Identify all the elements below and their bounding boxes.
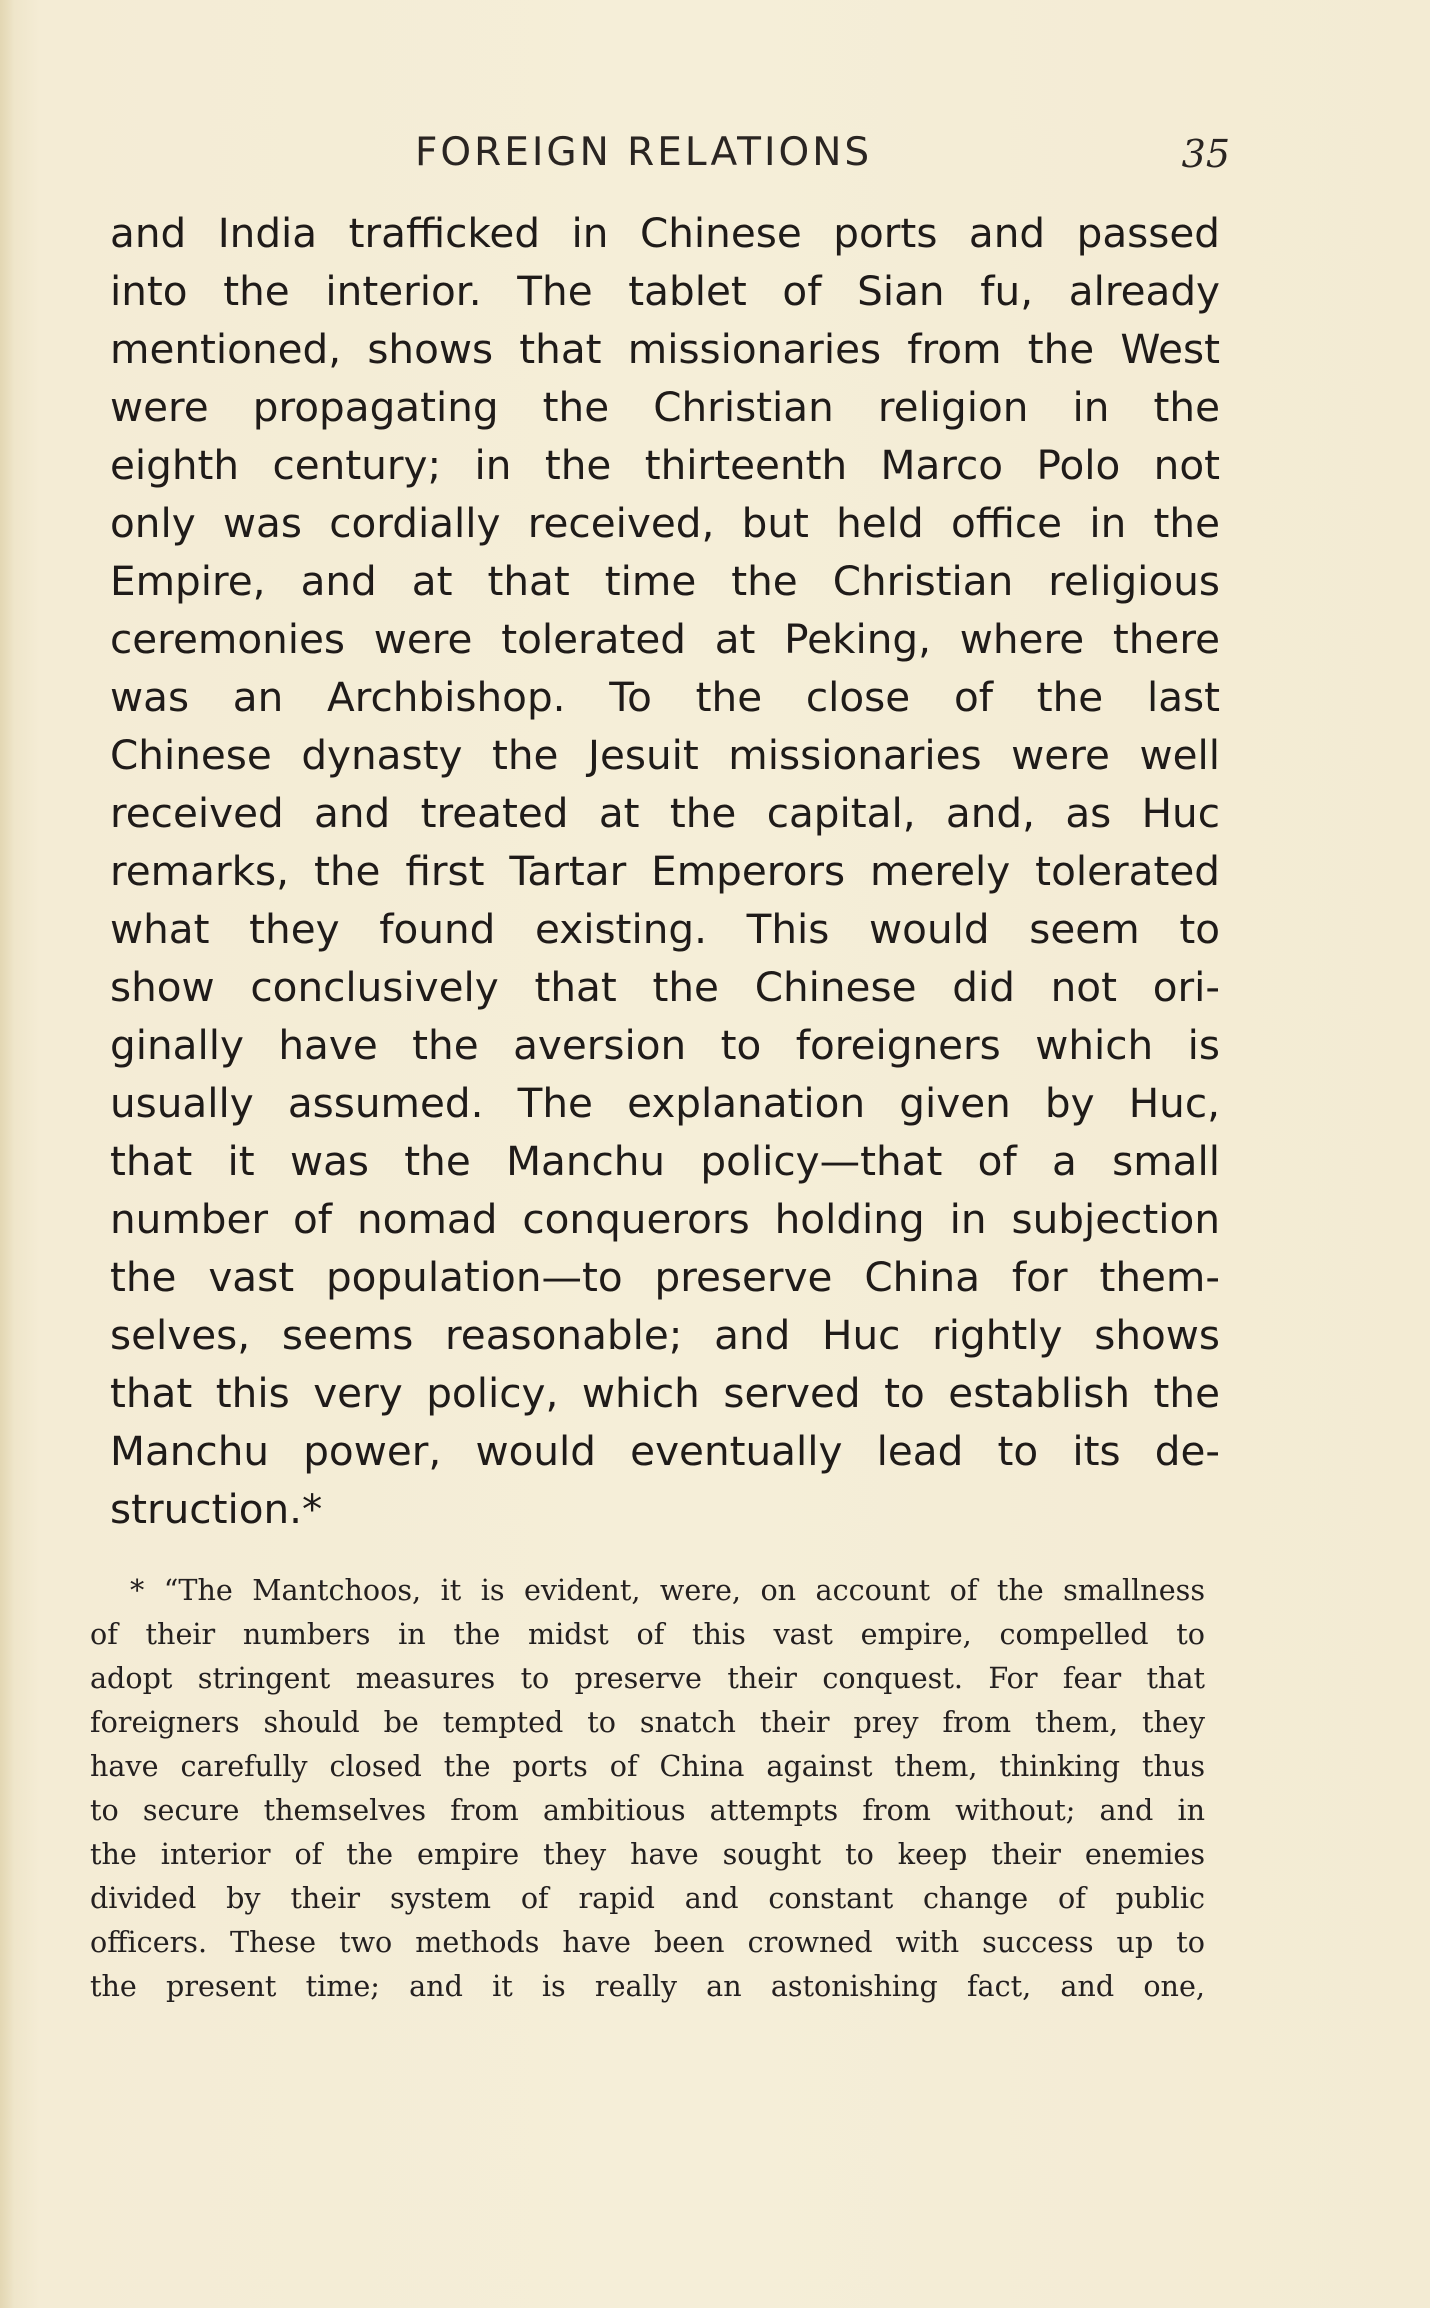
body-line: number of nomad conquerors holding in subjection xyxy=(110,1195,1220,1243)
body-text xyxy=(110,204,1220,1538)
body-line: that it was the Manchu policy—that of a small xyxy=(110,1137,1220,1185)
footnote-line: the present time; and it is really an astonishing fact, and one, xyxy=(90,1969,1205,2003)
body-line: mentioned, shows that missionaries from the West xyxy=(110,325,1220,373)
body-line: and India trafficked in Chinese ports and passed xyxy=(110,209,1220,257)
body-line: into the interior. The tablet of Sian fu, already xyxy=(110,267,1220,315)
body-line: what they found existing. This would seem to xyxy=(110,905,1220,953)
page-number: 35 xyxy=(1181,132,1230,176)
footnote-line: * “The Mantchoos, it is evident, were, on account of the smallness xyxy=(130,1573,1205,1607)
body-line: Manchu power, would eventually lead to its de- xyxy=(110,1427,1220,1475)
body-line: Empire, and at that time the Christian religious xyxy=(110,557,1220,605)
body-line: was an Archbishop. To the close of the last xyxy=(110,673,1220,721)
body-line: received and treated at the capital, and, as Huc xyxy=(110,789,1220,837)
body-line: ginally have the aversion to foreigners which is xyxy=(110,1021,1220,1069)
body-line: remarks, the first Tartar Emperors merely tolerated xyxy=(110,847,1220,895)
footnote-line: divided by their system of rapid and constant change of public xyxy=(90,1881,1205,1915)
body-line: Chinese dynasty the Jesuit missionaries were well xyxy=(110,731,1220,779)
body-line: the vast population—to preserve China for them- xyxy=(110,1253,1220,1301)
footnote-line: of their numbers in the midst of this vast empire, compelled to xyxy=(90,1617,1205,1651)
footnote-line: have carefully closed the ports of China against them, thinking thus xyxy=(90,1749,1205,1783)
footnote-line: foreigners should be tempted to snatch their prey from them, they xyxy=(90,1705,1205,1739)
body-line: eighth century; in the thirteenth Marco Polo not xyxy=(110,441,1220,489)
footnote-line: to secure themselves from ambitious attempts from without; and in xyxy=(90,1793,1205,1827)
body-line-last: struction.* xyxy=(110,1485,323,1533)
body-line: were propagating the Christian religion in the xyxy=(110,383,1220,431)
body-line: selves, seems reasonable; and Huc rightly shows xyxy=(110,1311,1220,1359)
footnote-line: adopt stringent measures to preserve their conquest. For fear that xyxy=(90,1661,1205,1695)
footnote xyxy=(90,1568,1205,2008)
footnote-line: officers. These two methods have been crowned with success up to xyxy=(90,1925,1205,1959)
body-line: usually assumed. The explanation given by Huc, xyxy=(110,1079,1220,1127)
running-head xyxy=(110,130,1230,190)
body-line: show conclusively that the Chinese did not ori- xyxy=(110,963,1220,1011)
body-line: only was cordially received, but held office in the xyxy=(110,499,1220,547)
page-gutter-shadow xyxy=(0,0,14,2308)
body-line: ceremonies were tolerated at Peking, where there xyxy=(110,615,1220,663)
footnote-line: the interior of the empire they have sought to keep their enemies xyxy=(90,1837,1205,1871)
body-line: that this very policy, which served to establish the xyxy=(110,1369,1220,1417)
running-head-title: FOREIGN RELATIONS xyxy=(415,130,873,175)
